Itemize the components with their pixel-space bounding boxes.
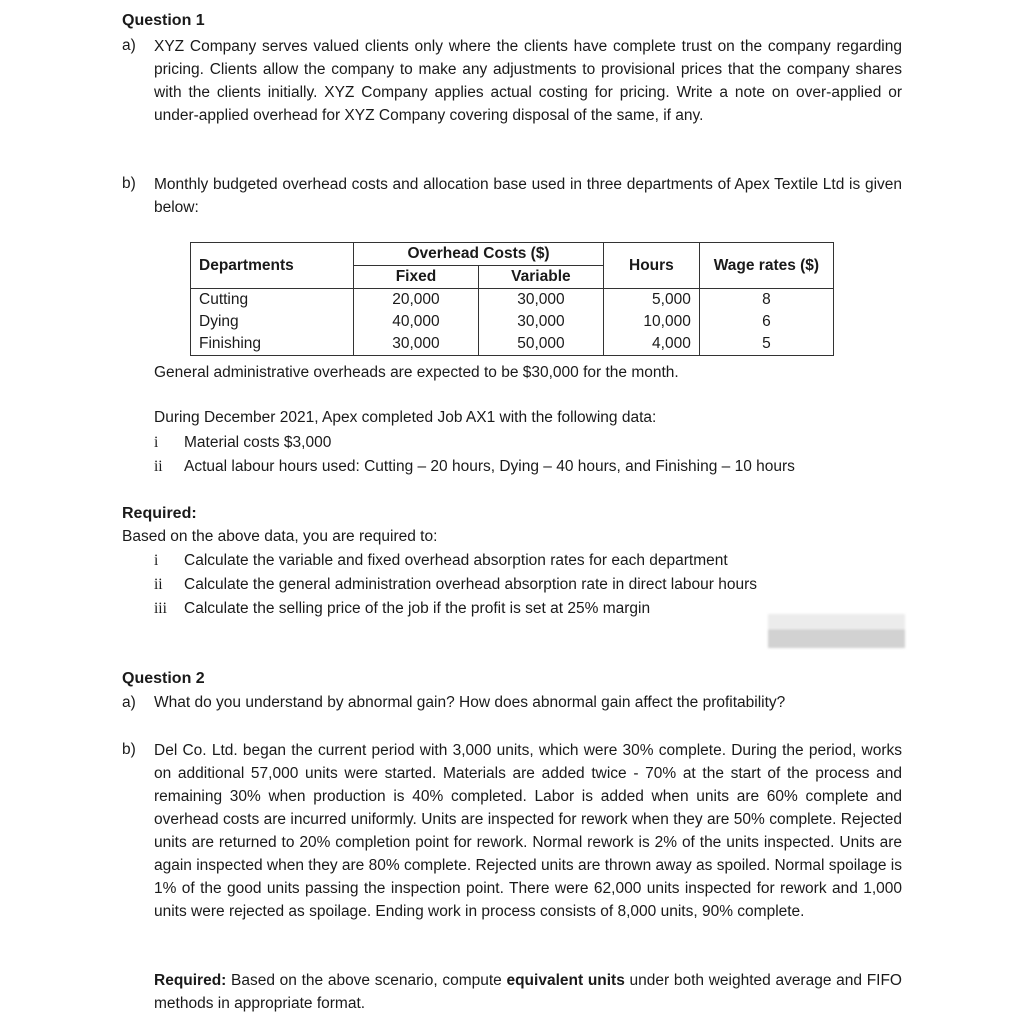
q1a-marker: a) (122, 37, 136, 54)
cell-dept: Finishing (191, 333, 354, 356)
required-post: under both weighted average and FIFO methods in appropriate format. (154, 972, 902, 1012)
q1b-marker: b) (122, 175, 136, 192)
item-text: Actual labour hours used: Cutting – 20 hours, Dying – 40 hours, and Finishing – 10 hours (184, 458, 795, 475)
overhead-table (190, 242, 834, 356)
header-fixed: Fixed (354, 266, 479, 289)
cell-fixed: 20,000 (354, 289, 479, 312)
question-1-title: Question 1 (122, 12, 205, 29)
job-item (154, 458, 795, 476)
required-bold-term: equivalent units (506, 972, 625, 989)
question-2-title: Question 2 (122, 670, 205, 687)
general-overhead-note: General administrative overheads are expected to be $30,000 for the month. (154, 364, 679, 381)
cell-wage: 5 (699, 333, 833, 356)
required-title: Required: (122, 505, 197, 522)
q2b-required (154, 969, 902, 1015)
job-intro: During December 2021, Apex completed Job AX1 with the following data: (154, 409, 657, 426)
item-number: i (154, 552, 159, 569)
required-intro: Based on the above data, you are required to: (122, 528, 438, 545)
required-label: Required: (154, 972, 227, 989)
q2a-marker: a) (122, 694, 136, 711)
item-text: Calculate the general administration overhead absorption rate in direct labour hours (184, 576, 757, 593)
cell-fixed: 40,000 (354, 311, 479, 333)
q2a-text: What do you understand by abnormal gain? How does abnormal gain affect the profitability? (154, 694, 786, 711)
item-text: Calculate the selling price of the job if the profit is set at 25% margin (184, 600, 651, 617)
q2b-text: Del Co. Ltd. began the current period with 3,000 units, which were 30% complete. During the period, works on additional 57,000 units were started. Materials are added twice - 70% at the start of the process and remaining 30% when production is 40% completed. Labor is added when units are 60% complete and overhead costs are incurred uniformly. Units are inspected for rework when they are 50% complete. Rejected units are returned to 20% completion point for rework. Normal rework is 2% of the units inspected. Units are again inspected when they are 80% complete. Rejected units are thrown away as spoiled. Normal spoilage is 1% of the good units passing the inspection point. There were 62,000 units inspected for rework and 1,000 units were rejected as spoilage. Ending work in process consists of 8,000 units, 90% complete. (154, 742, 902, 920)
table-row (191, 289, 834, 312)
q2b-marker: b) (122, 741, 136, 758)
item-number: iii (154, 600, 167, 617)
header-variable: Variable (478, 266, 603, 289)
item-text: Material costs $3,000 (184, 434, 332, 451)
cell-fixed: 30,000 (354, 333, 479, 356)
cell-variable: 50,000 (478, 333, 603, 356)
required-item (154, 552, 728, 570)
required-item (154, 600, 650, 618)
cell-dept: Cutting (191, 289, 354, 312)
job-item (154, 434, 331, 452)
q1a-text: XYZ Company serves valued clients only where the clients have complete trust on the company regarding pricing. Clients allow the company to make any adjustments to provisional prices that the company shares with the clients initially. XYZ Company applies actual costing for pricing. Write a note on over-applied or under-applied overhead for XYZ Company covering disposal of the same, if any. (154, 38, 902, 124)
header-overhead-costs: Overhead Costs ($) (354, 243, 604, 266)
cell-variable: 30,000 (478, 289, 603, 312)
item-number: ii (154, 576, 163, 593)
cell-wage: 8 (699, 289, 833, 312)
cell-hours: 4,000 (604, 333, 700, 356)
cell-variable: 30,000 (478, 311, 603, 333)
item-number: ii (154, 458, 163, 475)
table-row (191, 311, 834, 333)
item-text: Calculate the variable and fixed overhead absorption rates for each department (184, 552, 728, 569)
cell-hours: 10,000 (604, 311, 700, 333)
blurred-watermark (768, 614, 905, 648)
header-wage-rates: Wage rates ($) (699, 243, 833, 289)
cell-hours: 5,000 (604, 289, 700, 312)
cell-dept: Dying (191, 311, 354, 333)
header-hours: Hours (604, 243, 700, 289)
item-number: i (154, 434, 159, 451)
header-departments: Departments (191, 243, 354, 289)
required-item (154, 576, 757, 594)
cell-wage: 6 (699, 311, 833, 333)
q1b-text: Monthly budgeted overhead costs and allocation base used in three departments of Apex Textile Ltd is given below: (154, 176, 902, 216)
required-pre: Based on the above scenario, compute (226, 972, 507, 989)
table-row (191, 333, 834, 356)
